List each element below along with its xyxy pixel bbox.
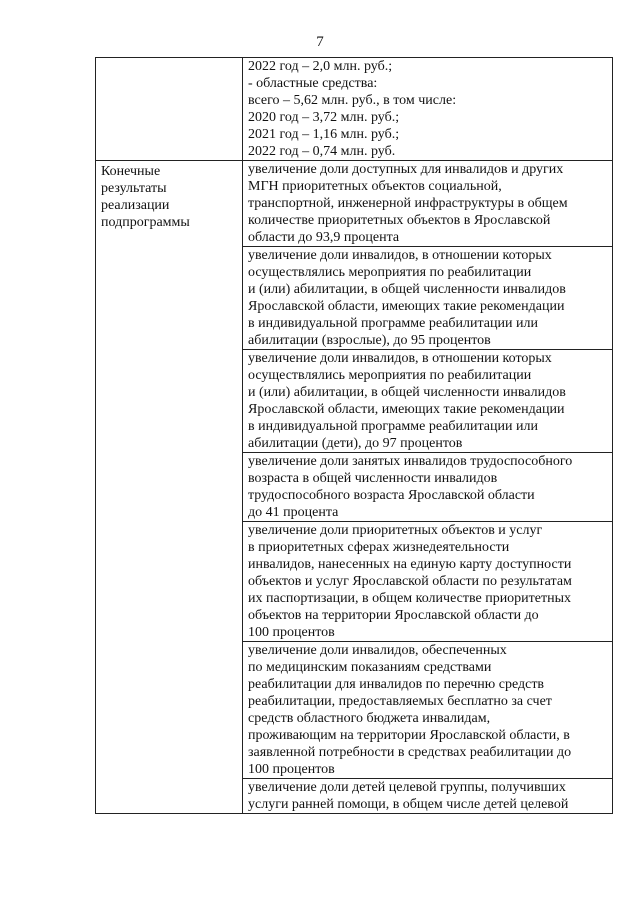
result-line: и (или) абилитации, в общей численности инвалидов: [248, 282, 566, 297]
results-label-line: реализации: [101, 198, 170, 213]
result-line: в индивидуальной программе реабилитации или: [248, 419, 538, 434]
result-line: МГН приоритетных объектов социальной,: [248, 179, 502, 194]
funding-line: 2020 год – 3,72 млн. руб.;: [248, 110, 400, 125]
funding-line: 2022 год – 2,0 млн. руб.;: [248, 59, 393, 74]
result-line: абилитации (взрослые), до 95 процентов: [248, 333, 491, 348]
result-line: увеличение доли приоритетных объектов и услуг: [248, 523, 543, 538]
result-cell-2: [243, 247, 613, 350]
result-line: области до 93,9 процента: [248, 230, 400, 245]
result-line: проживающим на территории Ярославской области, в: [248, 728, 570, 743]
result-line: их паспортизации, в общем количестве приоритетных: [248, 591, 572, 606]
result-line: реабилитации для инвалидов по перечню средств: [248, 677, 545, 692]
result-line: абилитации (дети), до 97 процентов: [248, 436, 463, 451]
result-line: 100 процентов: [248, 625, 335, 640]
result-line: средств областного бюджета инвалидам,: [248, 711, 491, 726]
subprogram-table: [95, 57, 613, 814]
results-label-line: результаты: [101, 181, 167, 196]
result-line: увеличение доли инвалидов, в отношении которых: [248, 351, 552, 366]
results-label-line: подпрограммы: [101, 215, 190, 230]
result-cell-3: [243, 350, 613, 453]
result-line: заявленной потребности в средствах реабилитации до: [248, 745, 572, 760]
result-line: трудоспособного возраста Ярославской области: [248, 488, 535, 503]
result-line: увеличение доли доступных для инвалидов и других: [248, 162, 564, 177]
result-line: объектов и услуг Ярославской области по результатам: [248, 574, 572, 589]
result-line: услуги ранней помощи, в общем числе детей целевой: [248, 797, 569, 812]
funding-line: 2022 год – 0,74 млн. руб.: [248, 144, 396, 159]
funding-row: [96, 58, 613, 161]
result-line: 100 процентов: [248, 762, 335, 777]
result-line: транспортной, инженерной инфраструктуры в общем: [248, 196, 568, 211]
result-line: в приоритетных сферах жизнедеятельности: [248, 540, 510, 555]
funding-label-cell: [96, 58, 243, 161]
result-line: увеличение доли инвалидов, в отношении которых: [248, 248, 552, 263]
result-line: увеличение доли инвалидов, обеспеченных: [248, 643, 507, 658]
result-line: по медицинским показаниям средствами: [248, 660, 492, 675]
result-line: и (или) абилитации, в общей численности инвалидов: [248, 385, 566, 400]
result-line: в индивидуальной программе реабилитации или: [248, 316, 538, 331]
result-cell-4: [243, 453, 613, 522]
result-cell-7: [243, 779, 613, 814]
page-number: 7: [316, 34, 324, 50]
result-line: реабилитации, предоставляемых бесплатно за счет: [248, 694, 552, 709]
result-line: возраста в общей численности инвалидов: [248, 471, 498, 486]
result-line: количестве приоритетных объектов в Ярославской: [248, 213, 551, 228]
funding-line: 2021 год – 1,16 млн. руб.;: [248, 127, 400, 142]
result-line: осуществлялись мероприятия по реабилитации: [248, 368, 532, 383]
result-line: Ярославской области, имеющих такие рекомендации: [248, 299, 565, 314]
result-line: инвалидов, нанесенных на единую карту доступности: [248, 557, 572, 572]
result-cell-6: [243, 642, 613, 779]
result-line: осуществлялись мероприятия по реабилитации: [248, 265, 532, 280]
result-line: Ярославской области, имеющих такие рекомендации: [248, 402, 565, 417]
results-label-cell: [96, 161, 243, 814]
funding-line: - областные средства:: [248, 76, 378, 91]
results-label-line: Конечные: [101, 164, 161, 179]
result-line: увеличение доли детей целевой группы, получивших: [248, 780, 566, 795]
result-cell-1: [243, 161, 613, 247]
result-row: [96, 161, 613, 247]
funding-cell: [243, 58, 613, 161]
result-line: объектов на территории Ярославской области до: [248, 608, 539, 623]
result-cell-5: [243, 522, 613, 642]
result-line: увеличение доли занятых инвалидов трудоспособного: [248, 454, 573, 469]
funding-line: всего – 5,62 млн. руб., в том числе:: [248, 93, 457, 108]
result-line: до 41 процента: [248, 505, 339, 520]
